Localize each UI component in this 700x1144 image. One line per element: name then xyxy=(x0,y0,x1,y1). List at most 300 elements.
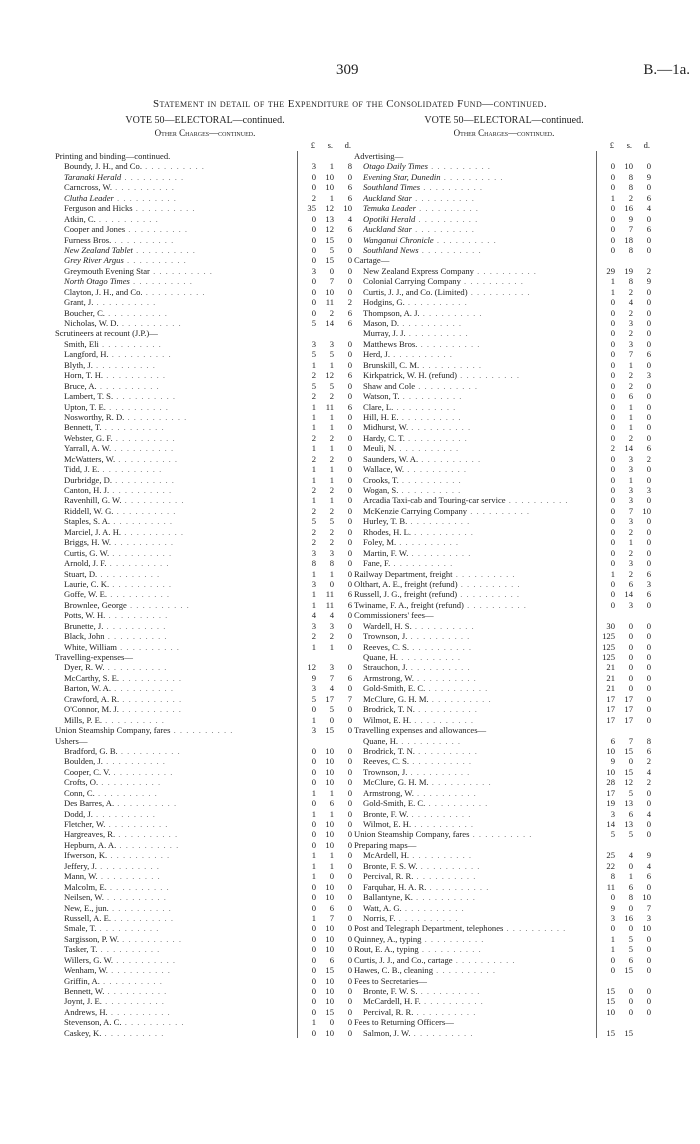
pence-value: 0 xyxy=(347,620,352,631)
shillings-value: 2 xyxy=(628,432,633,443)
shillings-value: 1 xyxy=(628,871,633,882)
payee-name: Boulden, J. xyxy=(64,756,103,767)
shillings-value: 10 xyxy=(325,839,334,850)
pounds-value: 0 xyxy=(610,505,615,516)
table-row xyxy=(55,422,355,432)
shillings-value: 2 xyxy=(329,453,334,464)
shillings-value: 8 xyxy=(628,276,633,287)
pence-value: 0 xyxy=(646,986,651,996)
table-row xyxy=(354,172,654,182)
leader-dots: . . . . . . . . . . xyxy=(426,881,490,892)
pence-value: 0 xyxy=(347,443,352,454)
pounds-value: 0 xyxy=(311,1006,316,1017)
table-row xyxy=(354,443,654,453)
leader-dots: . . . . . . . . . . xyxy=(405,328,469,339)
shillings-value: 2 xyxy=(329,505,334,516)
section-heading-row xyxy=(55,151,355,161)
pounds-value: 0 xyxy=(610,338,615,349)
payee-name: McClure, G. H. M. xyxy=(363,693,429,704)
pence-value: 0 xyxy=(646,704,651,715)
pence-value: 0 xyxy=(646,996,651,1007)
table-row xyxy=(354,485,654,495)
vote-heading: VOTE 50—ELECTORAL—continued. xyxy=(125,115,285,126)
shillings-value: 4 xyxy=(628,297,633,308)
pounds-value: 0 xyxy=(610,495,615,506)
pence-value: 4 xyxy=(646,808,651,819)
pence-value: 6 xyxy=(347,672,352,683)
pence-value: 0 xyxy=(347,464,352,475)
amount-cell xyxy=(596,224,655,234)
payee-name: Gold-Smith, E. C. xyxy=(363,683,426,694)
leader-dots: . . . . . . . . . . xyxy=(92,808,156,819)
pounds-value: 0 xyxy=(610,359,615,370)
table-row xyxy=(354,402,654,412)
pounds-value: 0 xyxy=(610,537,615,548)
amount-cell xyxy=(297,788,356,798)
payee-name: Nosworthy, R. D. xyxy=(64,411,125,422)
table-row xyxy=(55,339,355,349)
shillings-value: 1 xyxy=(628,537,633,548)
pence-value: 0 xyxy=(347,912,352,923)
pounds-value: 3 xyxy=(311,338,316,349)
leader-dots: . . . . . . . . . . xyxy=(103,620,167,631)
amount-cell xyxy=(596,370,655,380)
amount-cell xyxy=(297,454,356,464)
table-row xyxy=(55,986,355,996)
pence-value: 0 xyxy=(646,881,651,892)
table-row xyxy=(55,569,355,579)
payee-name: Curtis, J. J., and Co. (Limited) xyxy=(363,286,468,297)
table-row xyxy=(55,673,355,683)
payee-name: Ifwerson, K. xyxy=(64,850,108,861)
table-row xyxy=(55,276,355,286)
table-row xyxy=(55,433,355,443)
pence-value: 2 xyxy=(347,297,352,308)
pounds-value: 0 xyxy=(610,599,615,610)
amount-cell xyxy=(297,381,356,391)
pounds-value: 0 xyxy=(311,923,316,934)
payee-name: Hargreaves, R. xyxy=(64,829,116,840)
table-row xyxy=(354,381,654,391)
table-row xyxy=(55,903,355,913)
amount-cell xyxy=(596,1028,655,1038)
table-row xyxy=(55,715,355,725)
pence-value: 0 xyxy=(347,286,352,297)
leader-dots: . . . . . . . . . . xyxy=(101,996,165,1007)
shillings-value: 15 xyxy=(325,965,334,976)
shillings-value: 10 xyxy=(325,892,334,903)
leader-dots: . . . . . . . . . . xyxy=(414,704,478,715)
payee-name: Bruce, A. xyxy=(64,380,97,391)
leader-dots: . . . . . . . . . . xyxy=(121,526,185,537)
payee-name: Furness Bros. xyxy=(64,234,112,245)
pence-value: 0 xyxy=(646,933,651,944)
payee-name: Boucher, C. xyxy=(64,307,105,318)
pence-value: 0 xyxy=(347,954,352,965)
payee-name: Neilsen, W. xyxy=(64,892,104,903)
amount-cell xyxy=(297,464,356,474)
pounds-value: 2 xyxy=(311,537,316,548)
pounds-value: 0 xyxy=(311,798,316,809)
leader-dots: . . . . . . . . . . xyxy=(111,234,175,245)
payee-name: Twiname, F. A., freight (refund) xyxy=(354,599,464,610)
shillings-value: 1 xyxy=(329,411,334,422)
leader-dots: . . . . . . . . . . xyxy=(170,725,234,736)
pence-value: 0 xyxy=(347,986,352,996)
pence-value: 8 xyxy=(347,161,352,172)
payee-name: Barton, W. A. xyxy=(64,683,112,694)
pounds-value: 1 xyxy=(610,192,615,203)
amount-cell xyxy=(297,934,356,944)
payee-name: McKenzie Carrying Company xyxy=(363,505,468,516)
pounds-value: 30 xyxy=(606,620,615,631)
amount-cell xyxy=(297,318,356,328)
pounds-value: 0 xyxy=(311,307,316,318)
payee-name: New Zealand Tablet xyxy=(64,244,133,255)
pence-value: 0 xyxy=(646,338,651,349)
leader-dots: . . . . . . . . . . xyxy=(97,944,161,955)
pence-value: 6 xyxy=(347,182,352,193)
amount-cell xyxy=(596,871,655,881)
amount-cell xyxy=(297,955,356,965)
section-heading: Travelling expenses and allowances— xyxy=(354,725,487,736)
payee-name: Wogan, S. xyxy=(363,485,399,495)
shillings-value: 1 xyxy=(329,787,334,798)
pounds-value: 0 xyxy=(311,213,316,224)
pounds-value: 0 xyxy=(311,182,316,193)
pence-value: 0 xyxy=(347,391,352,402)
payee-name: Dodd, J. xyxy=(64,808,93,819)
leader-dots: . . . . . . . . . . xyxy=(96,860,160,871)
leader-dots: . . . . . . . . . . xyxy=(427,161,491,172)
section-heading-row xyxy=(55,652,355,662)
payee-name: Laurie, C. K. xyxy=(64,578,110,589)
shillings-value: 1 xyxy=(329,495,334,506)
pence-value: 0 xyxy=(646,401,651,412)
pence-value: 0 xyxy=(347,704,352,715)
shillings-value: 13 xyxy=(325,213,334,224)
amount-cell xyxy=(596,558,655,568)
amount-cell xyxy=(596,715,655,725)
amount-cell xyxy=(596,287,655,297)
shillings-value: 6 xyxy=(628,954,633,965)
pence-value: 0 xyxy=(347,996,352,1007)
amount-cell xyxy=(596,527,655,537)
table-row xyxy=(55,840,355,850)
amount-cell xyxy=(596,182,655,192)
leader-dots: . . . . . . . . . . xyxy=(415,380,479,391)
pounds-value: 1 xyxy=(311,871,316,882)
table-row xyxy=(55,704,355,714)
pence-value: 0 xyxy=(347,359,352,370)
amount-cell xyxy=(596,725,655,735)
amount-cell xyxy=(297,631,356,641)
leader-dots: . . . . . . . . . . xyxy=(409,641,473,652)
shillings-value: 0 xyxy=(628,683,633,694)
payee-name: Wilmot, E. H. xyxy=(363,714,412,725)
payee-name: Quane, H. xyxy=(363,652,399,662)
payee-name: Auckland Star xyxy=(363,192,412,203)
shillings-value: 2 xyxy=(628,547,633,558)
payee-name: O'Connor, M. J. xyxy=(64,704,119,715)
section-heading-row xyxy=(354,151,654,161)
shillings-value: 2 xyxy=(329,307,334,318)
pounds-value: 3 xyxy=(311,547,316,558)
pence-value: 0 xyxy=(646,652,651,662)
amount-cell xyxy=(596,892,655,902)
shillings-value: 10 xyxy=(325,986,334,996)
leader-dots: . . . . . . . . . . xyxy=(440,171,504,182)
table-row xyxy=(55,725,355,735)
leader-dots: . . . . . . . . . . xyxy=(418,244,482,255)
pounds-value: 0 xyxy=(311,286,316,297)
amount-cell xyxy=(297,892,356,902)
leader-dots: . . . . . . . . . . xyxy=(109,547,173,558)
table-row xyxy=(354,527,654,537)
section-heading: Travelling-expenses— xyxy=(55,652,133,662)
payee-name: Griffin, A. xyxy=(64,975,100,986)
payee-name: Quane, H. xyxy=(363,735,399,746)
pounds-value: 0 xyxy=(610,954,615,965)
pounds-value: 125 xyxy=(602,641,615,652)
pounds-value: 0 xyxy=(311,829,316,840)
amount-cell xyxy=(596,454,655,464)
pounds-value: 0 xyxy=(311,933,316,944)
payee-name: Crooks, T. xyxy=(363,474,399,485)
amount-cell xyxy=(596,694,655,704)
pence-value: 0 xyxy=(347,505,352,516)
amount-cell xyxy=(596,589,655,599)
payee-name: Lambert, T. S. xyxy=(64,391,114,402)
pounds-value: 3 xyxy=(311,161,316,172)
pounds-value: 15 xyxy=(606,1027,615,1038)
shillings-value: 0 xyxy=(628,620,633,631)
amount-cell xyxy=(596,683,655,693)
pence-value: 6 xyxy=(347,589,352,600)
amount-cell xyxy=(596,850,655,860)
shillings-value: 1 xyxy=(628,401,633,412)
amount-cell xyxy=(596,443,655,453)
leader-dots: . . . . . . . . . . xyxy=(95,213,159,224)
leader-dots: . . . . . . . . . . xyxy=(93,297,157,308)
pence-value: 3 xyxy=(646,370,651,381)
pence-value: 0 xyxy=(347,453,352,464)
shillings-value: 5 xyxy=(628,944,633,955)
shillings-value: 1 xyxy=(329,850,334,861)
amount-cell xyxy=(596,746,655,756)
payee-name: Staples, S. A. xyxy=(64,516,111,527)
shillings-value: 5 xyxy=(628,933,633,944)
pounds-value: 1 xyxy=(311,359,316,370)
section-heading: Printing and binding—continued. xyxy=(55,151,171,161)
amount-cell xyxy=(596,266,655,276)
leader-dots: . . . . . . . . . . xyxy=(103,892,167,903)
amount-cell xyxy=(596,537,655,547)
payee-name: White, William xyxy=(64,641,117,652)
pence-value: 0 xyxy=(347,787,352,798)
payee-name: Union Steamship Company, fares xyxy=(55,725,171,736)
pence-value: 0 xyxy=(646,161,651,172)
pence-value: 0 xyxy=(646,297,651,308)
pounds-value: 12 xyxy=(307,662,316,673)
leader-dots: . . . . . . . . . . xyxy=(407,631,471,642)
payee-name: Wanganui Chronicle xyxy=(363,234,434,245)
pounds-value: 0 xyxy=(610,328,615,339)
pence-value: 0 xyxy=(347,474,352,485)
table-row xyxy=(55,318,355,328)
shillings-value: 6 xyxy=(329,954,334,965)
leader-dots: . . . . . . . . . . xyxy=(118,704,182,715)
leader-dots: . . . . . . . . . . xyxy=(407,516,471,527)
amount-cell xyxy=(596,673,655,683)
table-row xyxy=(354,537,654,547)
payee-name: Dyer, R. W. xyxy=(64,662,105,673)
pounds-value: 0 xyxy=(610,380,615,391)
pence-value: 0 xyxy=(347,829,352,840)
left-column xyxy=(55,114,355,1038)
payee-name: Durbridge, D. xyxy=(64,474,112,485)
leader-dots: . . . . . . . . . . xyxy=(111,683,174,694)
shillings-value: 7 xyxy=(628,735,633,746)
leader-dots: . . . . . . . . . . xyxy=(404,464,468,475)
leader-dots: . . . . . . . . . . xyxy=(412,892,476,903)
pence-value: 0 xyxy=(646,391,651,402)
leader-dots: . . . . . . . . . . xyxy=(428,693,492,704)
amount-cell xyxy=(596,339,655,349)
table-row xyxy=(354,923,654,933)
payee-name: Hodgins, G. xyxy=(363,297,405,308)
payee-name: Stuart, D. xyxy=(64,568,98,579)
table-row xyxy=(55,475,355,485)
shillings-value: 2 xyxy=(329,537,334,548)
leader-dots: . . . . . . . . . . xyxy=(457,589,521,600)
table-row xyxy=(354,433,654,443)
leader-dots: . . . . . . . . . . xyxy=(389,349,453,360)
pence-value: 0 xyxy=(347,631,352,642)
right-column xyxy=(354,114,654,1038)
leader-dots: . . . . . . . . . . xyxy=(396,443,460,454)
section-heading-row xyxy=(354,725,654,735)
shillings-value: 2 xyxy=(628,370,633,381)
shillings-value: 2 xyxy=(628,286,633,297)
shillings-value: 0 xyxy=(329,1017,334,1028)
payee-name: Hepburn, A. A. xyxy=(64,839,117,850)
amount-cell xyxy=(596,203,655,213)
pence-value: 0 xyxy=(646,620,651,631)
leader-dots: . . . . . . . . . . xyxy=(457,370,520,381)
amount-cell xyxy=(297,308,356,318)
amount-cell xyxy=(297,151,356,161)
amount-cell xyxy=(297,1017,356,1027)
payee-name: McArdell, H. xyxy=(363,850,410,861)
payee-name: Bronte, F. S. W. xyxy=(363,860,418,871)
section-heading: Cartage— xyxy=(354,255,390,266)
pence-value: 0 xyxy=(646,672,651,683)
pence-value: 0 xyxy=(347,714,352,725)
payee-name: Atkin, C. xyxy=(64,213,96,224)
pence-value: 0 xyxy=(347,860,352,871)
payee-name: Hardy, C. T. xyxy=(363,432,405,443)
leader-dots: . . . . . . . . . . xyxy=(99,464,163,475)
pence-value: 4 xyxy=(646,860,651,871)
leader-dots: . . . . . . . . . . xyxy=(414,745,478,756)
table-row xyxy=(55,850,355,860)
payee-name: Taranaki Herald xyxy=(64,171,122,182)
shillings-value: 4 xyxy=(329,683,334,694)
amount-cell xyxy=(596,485,655,495)
shillings-value: 15 xyxy=(624,766,633,777)
shillings-value: 1 xyxy=(628,411,633,422)
amount-cell xyxy=(596,798,655,808)
pounds-value: 0 xyxy=(610,171,615,182)
pounds-value: 2 xyxy=(610,443,615,454)
pence-value: 0 xyxy=(646,599,651,610)
leader-dots: . . . . . . . . . . xyxy=(132,244,196,255)
amount-cell xyxy=(596,976,655,986)
pounds-value: 0 xyxy=(311,965,316,976)
payee-name: Arnold, J. F. xyxy=(64,558,107,569)
shillings-value: 0 xyxy=(329,265,334,276)
amount-cell xyxy=(297,360,356,370)
payee-name: Brodrick, T. N. xyxy=(363,704,415,715)
table-row xyxy=(354,829,654,839)
amount-cell xyxy=(596,245,655,255)
amount-cell xyxy=(297,1028,356,1038)
pence-value: 3 xyxy=(646,912,651,923)
pounds-value: 17 xyxy=(606,714,615,725)
shillings-value: 10 xyxy=(325,923,334,934)
pence-value: 0 xyxy=(347,526,352,537)
payee-name: Blyth, J. xyxy=(64,359,93,370)
pounds-value: 1 xyxy=(610,276,615,287)
pence-value: 8 xyxy=(646,735,651,746)
page-number: 309 xyxy=(336,62,359,78)
pence-value: 0 xyxy=(646,965,651,976)
leader-dots: . . . . . . . . . . xyxy=(119,672,183,683)
pounds-value: 2 xyxy=(311,631,316,642)
pence-value: 0 xyxy=(347,808,352,819)
shillings-value: 1 xyxy=(329,443,334,454)
leader-dots: . . . . . . . . . . xyxy=(108,902,172,913)
pounds-value: 5 xyxy=(610,829,615,840)
shillings-value: 2 xyxy=(329,391,334,402)
leader-dots: . . . . . . . . . . xyxy=(92,359,156,370)
shillings-value: 10 xyxy=(325,944,334,955)
shillings-value: 10 xyxy=(325,756,334,767)
payee-name: Ferguson and Hicks xyxy=(64,203,133,214)
payee-name: Rhodes, H. L. xyxy=(363,526,411,537)
payee-name: Percival, R. R. xyxy=(363,1006,414,1017)
amount-cell xyxy=(596,318,655,328)
pence-value: 0 xyxy=(347,892,352,903)
pence-value: 0 xyxy=(347,485,352,495)
pounds-value: 0 xyxy=(311,745,316,756)
payee-name: Riddell, W. G. xyxy=(64,505,114,516)
payee-name: Bronte, F. W. S. xyxy=(363,986,418,996)
amount-cell xyxy=(297,182,356,192)
pounds-value: 1 xyxy=(311,589,316,600)
shillings-value: 13 xyxy=(624,798,633,809)
leader-dots: . . . . . . . . . . xyxy=(99,975,163,986)
shillings-value: 8 xyxy=(329,558,334,569)
pence-value: 0 xyxy=(347,871,352,882)
leader-dots: . . . . . . . . . . xyxy=(395,912,459,923)
payee-name: Evening Star, Dunedin xyxy=(363,171,441,182)
amount-cell xyxy=(297,412,356,422)
leader-dots: . . . . . . . . . . xyxy=(420,182,484,193)
table-row xyxy=(354,297,654,307)
pounds-value: 1 xyxy=(311,411,316,422)
